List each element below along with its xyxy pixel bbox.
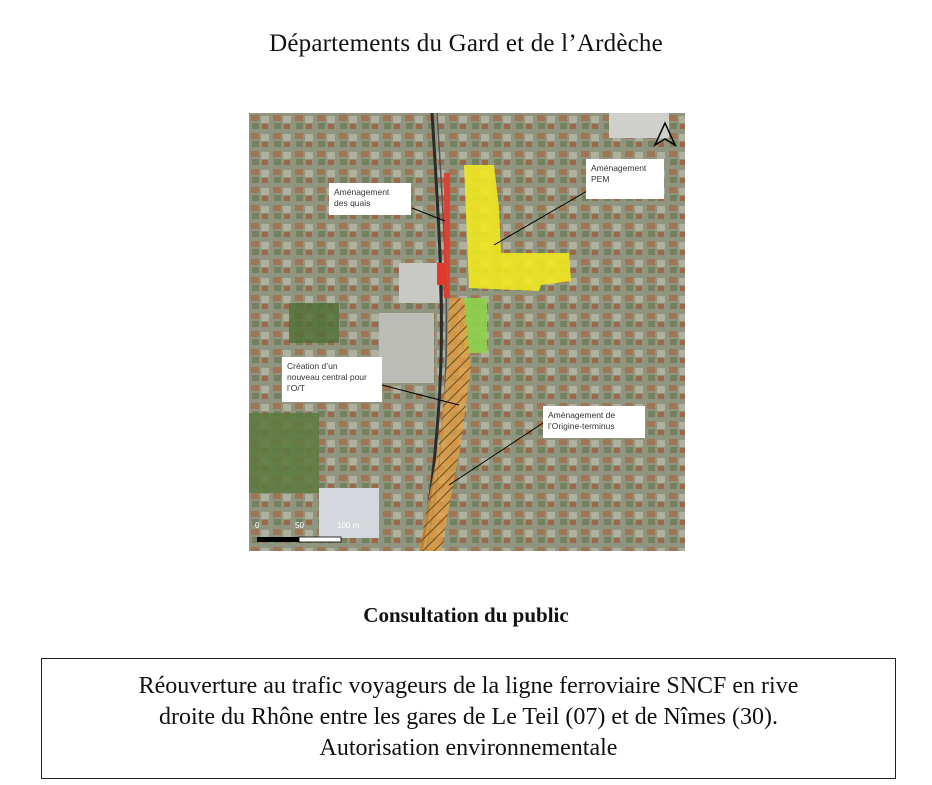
callout-line: nouveau central pour [287,372,367,382]
scale-bar [257,537,341,542]
callout-amenagement-quais [329,183,411,215]
description-line: Autorisation environnementale [319,735,618,761]
scale-label-100: 100 m [337,521,360,530]
callout-line: des quais [334,198,371,208]
callout-amenagement-pem [586,159,664,199]
callout-line: PEM [591,174,610,184]
callout-line: l’Origine-terminus [548,421,615,431]
callout-line: l’O/T [287,383,305,393]
page-title: Départements du Gard et de l’Ardèche [269,30,663,57]
scale-labels [255,521,365,533]
aerial-map [249,113,685,551]
callout-line: Aménagement [591,163,647,173]
scale-label-50: 50 [295,521,304,530]
callout-origine-terminus [543,406,645,438]
callout-line: Aménagement de [548,410,616,420]
callout-line: Aménagement [334,187,390,197]
scale-label-0: 0 [255,521,260,530]
callout-nouveau-central [282,357,382,402]
description-line: droite du Rhône entre les gares de Le Teil (07) et de Nîmes (30). [158,704,778,730]
section-subtitle: Consultation du public [363,603,569,627]
description-line: Réouverture au trafic voyageurs de la ligne ferroviaire SNCF en rive [138,673,799,699]
project-description-box [41,658,896,779]
callout-line: Création d’un [287,361,338,371]
